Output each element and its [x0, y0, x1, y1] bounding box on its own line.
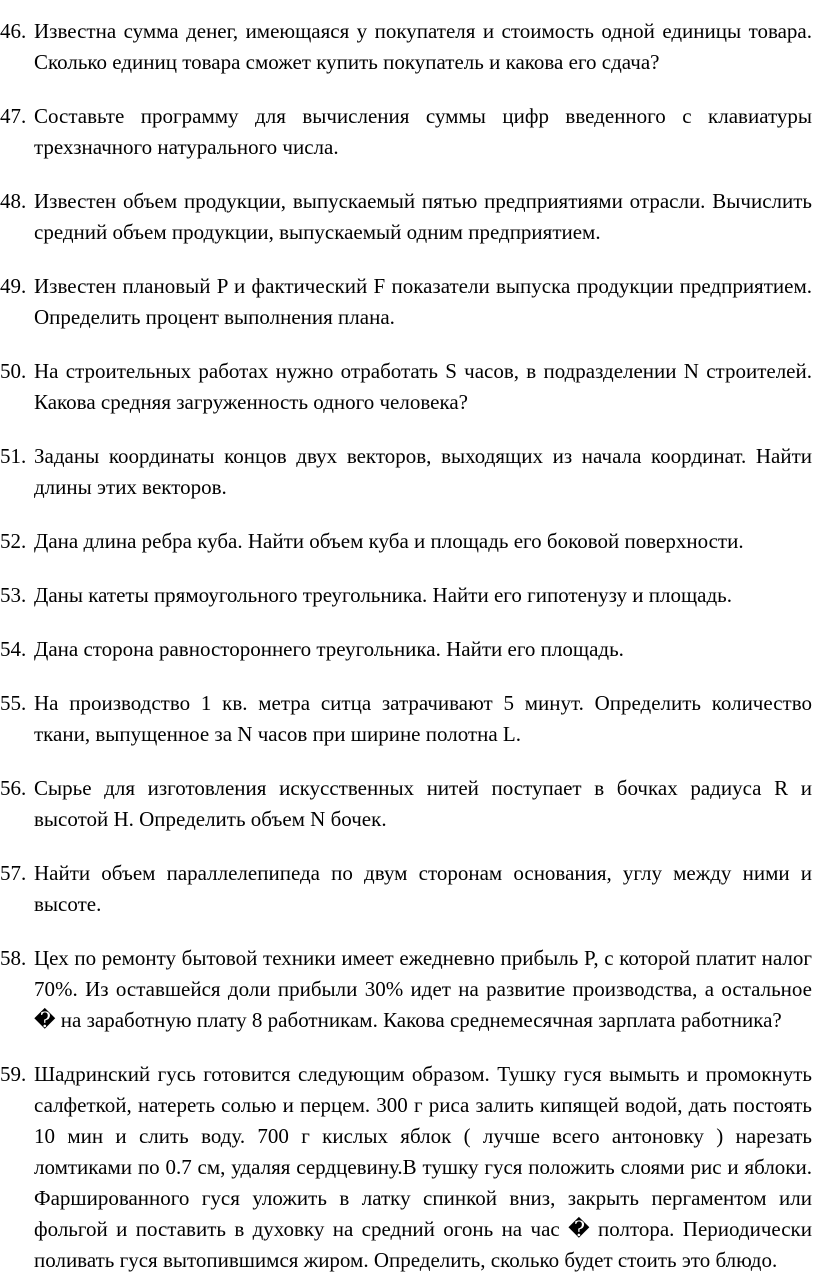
task-text: Даны катеты прямоугольного треугольника. Найти его гипотенузу и площадь. — [34, 583, 732, 607]
task-55 — [0, 688, 812, 750]
task-text: Известен объем продукции, выпускаемый пятью предприятиями отрасли. Вычислить средний объем продукции, выпускаемый одним предприятием. — [34, 189, 812, 244]
task-number: 51. — [0, 444, 27, 468]
task-54 — [0, 634, 812, 665]
task-56 — [0, 773, 812, 835]
task-text: Дана длина ребра куба. Найти объем куба и площадь его боковой поверхности. — [34, 529, 744, 553]
task-number: 46. — [0, 19, 27, 43]
task-text: Сырье для изготовления искусственных нитей поступает в бочках радиуса R и высотой H. Определить объем N бочек. — [34, 776, 812, 831]
task-49 — [0, 271, 812, 333]
task-text: Известен плановый P и фактический F показатели выпуска продукции предприятием. Определить процент выполнения плана. — [34, 274, 812, 329]
task-text: На производство 1 кв. метра ситца затрачивают 5 минут. Определить количество ткани, выпущенное за N часов при ширине полотна L. — [34, 691, 812, 746]
task-text: Цех по ремонту бытовой техники имеет ежедневно прибыль P, с которой платит налог 70%. Из оставшейся доли прибыли 30% идет на развитие производства, а остальное � на заработную плату 8 работникам. Какова среднемесячная зарплата работника? — [34, 946, 812, 1032]
task-number: 50. — [0, 359, 27, 383]
task-51 — [0, 441, 812, 503]
task-text: Шадринский гусь готовится следующим образом. Тушку гуся вымыть и промокнуть салфеткой, натереть солью и перцем. 300 г риса залить кипящей водой, дать постоять 10 мин и слить воду. 700 г кислых яблок ( лучше всего антоновку ) нарезать ломтиками по 0.7 см, удаляя сердцевину.В тушку гуся положить слоями рис и яблоки. Фаршированного гуся уложить в латку спинкой вниз, закрыть пергаментом или фольгой и поставить в духовку на средний огонь на час � полтора. Периодически поливать гуся вытопившимся жиром. Определить, сколько будет стоить это блюдо. — [34, 1062, 812, 1272]
task-number: 49. — [0, 274, 27, 298]
task-text: Известна сумма денег, имеющаяся у покупателя и стоимость одной единицы товара. Сколько единиц товара сможет купить покупатель и какова его сдача? — [34, 19, 812, 74]
task-number: 47. — [0, 104, 27, 128]
task-number: 57. — [0, 861, 27, 885]
task-number: 48. — [0, 189, 27, 213]
task-57 — [0, 858, 812, 920]
task-59 — [0, 1059, 812, 1276]
task-text: Составьте программу для вычисления суммы цифр введенного с клавиатуры трехзначного натурального числа. — [34, 104, 812, 159]
task-46 — [0, 16, 812, 78]
task-text: Дана сторона равностороннего треугольника. Найти его площадь. — [34, 637, 624, 661]
task-52 — [0, 526, 812, 557]
task-text: На строительных работах нужно отработать S часов, в подразделении N строителей. Какова средняя загруженность одного человека? — [34, 359, 812, 414]
task-text: Найти объем параллелепипеда по двум сторонам основания, углу между ними и высоте. — [34, 861, 812, 916]
task-number: 54. — [0, 637, 27, 661]
task-47 — [0, 101, 812, 163]
task-number: 59. — [0, 1062, 27, 1086]
task-58 — [0, 943, 812, 1036]
task-53 — [0, 580, 812, 611]
task-number: 58. — [0, 946, 27, 970]
task-50 — [0, 356, 812, 418]
task-number: 53. — [0, 583, 27, 607]
task-text: Заданы координаты концов двух векторов, выходящих из начала координат. Найти длины этих векторов. — [34, 444, 812, 499]
task-number: 52. — [0, 529, 27, 553]
task-48 — [0, 186, 812, 248]
task-number: 55. — [0, 691, 27, 715]
task-number: 56. — [0, 776, 27, 800]
